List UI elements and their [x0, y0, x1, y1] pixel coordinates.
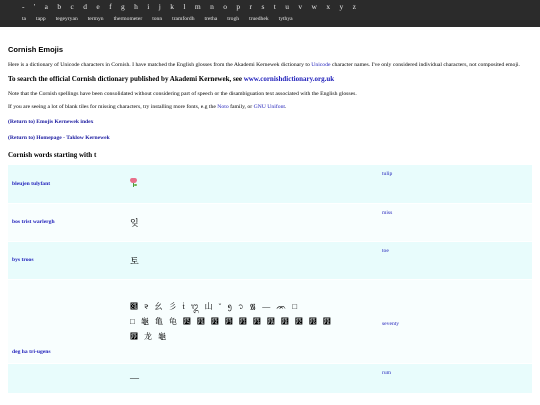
glyph-cell [129, 165, 381, 203]
intro-paragraph [8, 62, 532, 69]
table-row [8, 241, 532, 279]
letter-link[interactable]: b [57, 2, 62, 11]
search-prefix: To search the official Cornish dictionary published by Akademi Kernewek, see [8, 75, 244, 83]
tulip-icon [130, 178, 137, 187]
gloss-link[interactable]: rum [382, 369, 392, 376]
letter-index [22, 2, 365, 11]
word-index-link[interactable]: tythya [278, 16, 293, 22]
fonts-text-2: family, or [228, 104, 254, 110]
letter-link[interactable]: x [326, 2, 331, 11]
letter-link[interactable]: f [109, 2, 112, 11]
letter-link[interactable]: u [285, 2, 289, 11]
gloss-link[interactable]: toe [382, 247, 389, 254]
fonts-paragraph [8, 104, 532, 111]
fonts-text-1: If you are seeing a lot of blank tiles for missing characters, try installing more fonts, e.g the [8, 104, 218, 110]
letter-link[interactable]: t [273, 2, 276, 11]
letter-link[interactable]: o [223, 2, 228, 11]
word-index-link[interactable]: ta [22, 16, 27, 22]
word-index-link[interactable]: tonn [152, 16, 163, 22]
letter-link[interactable]: ' [33, 2, 36, 11]
search-heading [8, 75, 532, 83]
word-link[interactable]: bleujen tulyfant [12, 180, 51, 187]
letter-link[interactable]: r [249, 2, 253, 11]
word-index-link[interactable]: thermometer [113, 16, 143, 22]
letter-link[interactable]: w [311, 2, 317, 11]
page-title: Cornish Emojis [8, 45, 64, 54]
intro-text-2: character names. I've only considered individual characters, not composited emoji. [330, 62, 520, 68]
noto-link[interactable]: Noto [217, 104, 229, 110]
gnu-unifont-link[interactable]: GNU Unifont [253, 104, 285, 110]
letter-link[interactable]: d [83, 2, 87, 11]
glyph-cell: 잊 [130, 217, 139, 228]
table-row [8, 363, 532, 393]
word-index-link[interactable]: tretha [204, 16, 218, 22]
letter-link[interactable]: n [210, 2, 214, 11]
word-link[interactable]: bos trist warlergh [12, 219, 55, 225]
letter-link[interactable]: a [44, 2, 48, 11]
letter-link[interactable]: z [352, 2, 356, 11]
letter-link[interactable]: c [70, 2, 74, 11]
letter-link[interactable]: k [170, 2, 175, 11]
word-link[interactable]: bys troos [12, 257, 34, 263]
homepage-link[interactable]: (Return to) Homepage - Taklow Kernewek [8, 135, 110, 141]
word-index-link[interactable]: truedhek [249, 16, 269, 22]
glyph-line: □ ⻱ ⻲ ⻳ ⻴ ⻵ ⻶ ⻷ ⻸ ⻹ ⻺ ⻻ ⻼ ⻽ ⻾ [130, 316, 333, 326]
letter-link[interactable]: h [134, 2, 138, 11]
glyph-line: ໅ ᱂ ⼳ ⼺ ṫ ᭓ ⼭ ˘ ᪅ ᭡ ᯾ — ᨏ □ [130, 301, 300, 311]
letter-link[interactable]: l [183, 2, 186, 11]
gloss-link[interactable]: miss [382, 209, 393, 216]
letter-link[interactable]: i [147, 2, 150, 11]
dictionary-link[interactable]: www.cornishdictionary.org.uk [243, 75, 335, 83]
letter-link[interactable]: m [194, 2, 201, 11]
table-row [8, 279, 532, 363]
word-index-link[interactable]: tramfordh [172, 16, 195, 22]
glyph-cell: — [130, 373, 139, 383]
letter-link[interactable]: g [121, 2, 125, 11]
word-index-link[interactable]: termyn [87, 16, 104, 22]
word-index-link[interactable]: trogh [227, 16, 240, 22]
glyph-cell: 토 [130, 255, 139, 266]
gloss-link[interactable]: tulip [382, 171, 393, 177]
table-row [8, 203, 532, 241]
top-nav-bar [0, 0, 540, 27]
letter-link[interactable]: v [298, 2, 303, 11]
word-index-link[interactable]: tapp [36, 16, 46, 22]
letter-link[interactable]: e [96, 2, 100, 11]
word-table [8, 165, 532, 394]
letter-link[interactable]: p [236, 2, 241, 11]
letter-link[interactable]: j [158, 2, 161, 11]
table-row [8, 165, 532, 203]
word-index-link[interactable]: tegeyryan [55, 16, 78, 22]
glyph-cell [129, 279, 381, 363]
letter-link[interactable]: s [261, 2, 265, 11]
word-index [22, 16, 303, 22]
letter-link[interactable]: y [339, 2, 344, 11]
gloss-link[interactable]: seventy [382, 320, 400, 327]
emojis-index-link[interactable]: (Return to) Emojis Kernewek index [8, 119, 94, 125]
intro-text-1: Here is a dictionary of Unicode characters in Cornish. I have matched the English glosses from the Akademi Kernewek dictionary to [8, 62, 312, 68]
section-heading: Cornish words starting with t [8, 151, 97, 159]
note-paragraph: Note that the Cornish spellings have been consolidated without considering part of speech or the disambiguation text associated with the English glosses. [8, 91, 357, 97]
glyph-line: ⻿ ⻰ ⻱ [130, 331, 168, 341]
letter-link[interactable]: - [22, 2, 25, 11]
main-content [0, 45, 540, 394]
unicode-link[interactable]: Unicode [311, 62, 331, 68]
word-link[interactable]: deg ha tri-ugens [12, 348, 51, 355]
fonts-text-3: . [285, 104, 287, 110]
